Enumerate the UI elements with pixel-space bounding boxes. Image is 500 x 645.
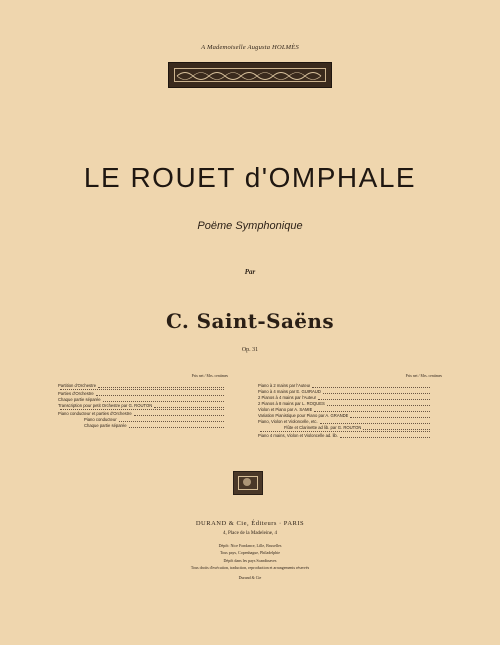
publisher-emblem bbox=[233, 471, 263, 495]
list-item: Piano conducteur bbox=[58, 417, 236, 423]
publisher-name: DURAND & Cie, Éditeurs · PARIS bbox=[195, 520, 305, 527]
list-item: Piano à 4 mains par E. GUIRAUD bbox=[258, 389, 442, 395]
list-item: 2 Pianos à 8 mains par L. ROQUES bbox=[258, 401, 442, 407]
right-edition-list bbox=[258, 383, 442, 439]
publisher-line: Tous pays, Copenhague, Philadelphie bbox=[219, 550, 281, 555]
ornament-pattern bbox=[175, 69, 327, 83]
dedication: A Mademoiselle Augusta HOLMÈS bbox=[201, 44, 299, 51]
page-title: LE ROUET d'OMPHALE bbox=[83, 162, 417, 193]
emblem-medallion bbox=[243, 478, 251, 486]
list-item: Violon et Piano par A. SAMIE bbox=[258, 407, 442, 413]
by-label: Par bbox=[244, 268, 256, 276]
list-item: Flûte et Clarinette ad lib. par G. ROUTON bbox=[258, 425, 442, 431]
price-header-left: Prix net / Mrs. centimes bbox=[191, 374, 228, 378]
list-item: Variation Pianistique pour Piano par A. GRANDE bbox=[258, 413, 442, 419]
list-item: 2 Pianos à 4 mains par l'Auteur bbox=[258, 395, 442, 401]
ornament-frame bbox=[174, 68, 326, 82]
list-item: Chaque partie séparée bbox=[58, 397, 236, 403]
list-item: Piano conducteur et parties d'Orchestre bbox=[58, 411, 236, 417]
publisher-line: Dépôt dans les pays Scandinaves bbox=[223, 558, 277, 563]
list-item: Chaque partie séparée bbox=[58, 423, 236, 429]
composer-name: C. Saint-Saëns bbox=[165, 309, 335, 333]
list-item: Parties d'Orchestre bbox=[58, 391, 236, 397]
publisher-line: Dépôt: Nice Fondance, Lille, Bruxelles bbox=[218, 543, 282, 548]
list-item: Transcription pour petit Orchestre par G. ROUTON bbox=[58, 403, 236, 409]
publisher-line: Tous droits d'exécution, traduction, reproduction et arrangements réservés bbox=[190, 565, 310, 570]
list-item: Piano, Violon et Violoncelle, etc. bbox=[258, 419, 442, 425]
publisher-footer: Durand & Cie bbox=[238, 575, 262, 580]
list-item: Piano 4 mains, Violon et Violoncelle ad. lib. bbox=[258, 433, 442, 439]
subtitle: Poëme Symphonique bbox=[197, 220, 303, 232]
ornament-band bbox=[168, 62, 332, 88]
left-edition-list bbox=[58, 383, 236, 429]
list-item: Piano à 2 mains par l'Auteur bbox=[258, 383, 442, 389]
price-header-right: Prix net / Mrs. centimes bbox=[405, 374, 442, 378]
opus-number: Op. 31 bbox=[241, 347, 259, 353]
publisher-address: 4, Place de la Madeleine, 4 bbox=[222, 531, 277, 536]
list-item: Partition d'Orchestre bbox=[58, 383, 236, 389]
